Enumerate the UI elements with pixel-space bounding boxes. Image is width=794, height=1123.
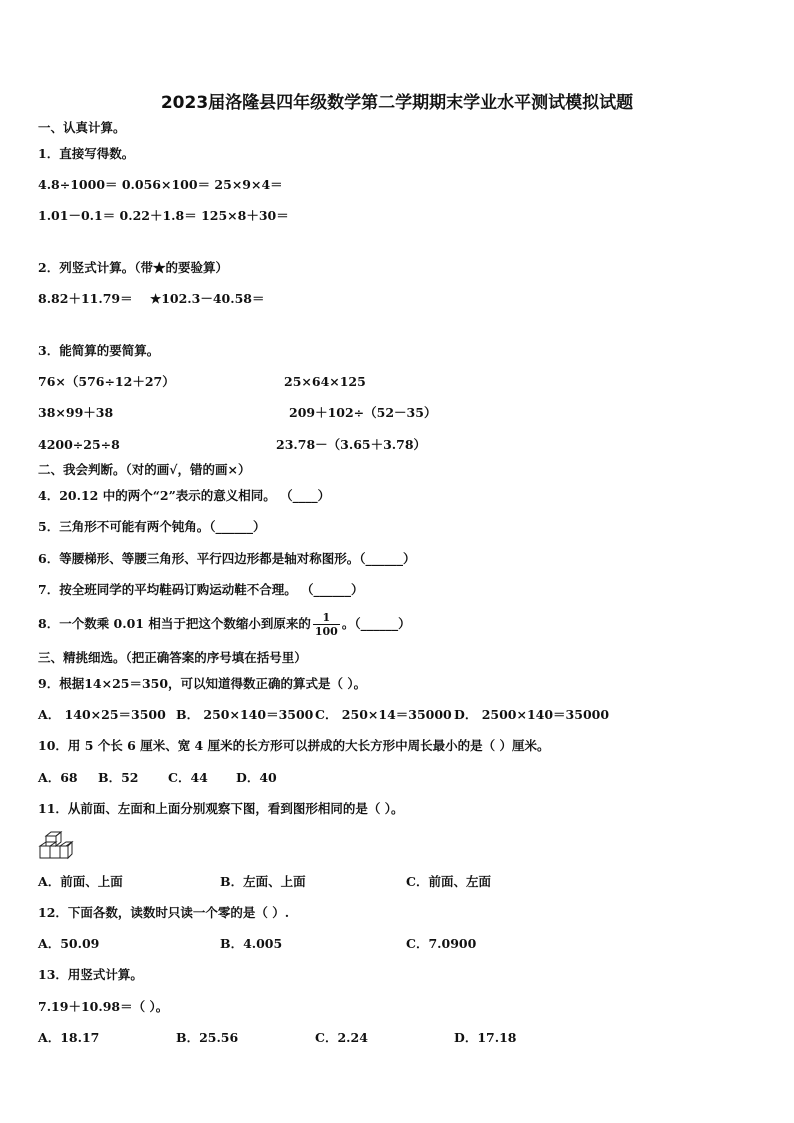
q11-option-a: A．前面、上面 (38, 874, 123, 889)
fraction-numerator: 1 (313, 611, 340, 625)
section-1-heading: 一、认真计算。 (38, 120, 126, 135)
q10-stem: 10．用 5 个长 6 厘米、宽 4 厘米的长方形可以拼成的大长方形中周长最小的是（ ）厘米。 (38, 738, 550, 753)
fraction-one-hundredth (313, 611, 340, 638)
q11-option-b: B．左面、上面 (220, 874, 306, 889)
fraction-denominator: 100 (314, 625, 338, 638)
q1-row-2: 1.01－0.1＝ 0.22＋1.8＝ 125×8＋30＝ (38, 208, 289, 223)
q9-option-b: B． 250×140＝3500 (176, 707, 314, 722)
q3-item-d: 209＋102÷（52－35） (289, 405, 437, 420)
q12-option-c: C．7.0900 (406, 936, 477, 951)
q12-option-a: A．50.09 (38, 936, 100, 951)
q10-option-c: C．44 (168, 770, 208, 785)
q12-option-b: B．4.005 (220, 936, 283, 951)
q3-item-f: 23.78－（3.65＋3.78） (276, 437, 427, 452)
q10-option-a: A．68 (38, 770, 78, 785)
q2-item-b: ★102.3－40.58＝ (150, 291, 265, 306)
q2-item-a: 8.82＋11.79＝ (38, 291, 133, 306)
q12-stem: 12．下面各数，读数时只读一个零的是（ ）. (38, 905, 290, 920)
q9-option-c: C． 250×14＝35000 (315, 707, 452, 722)
q3-label: 3．能简算的要简算。 (38, 343, 160, 358)
q3-item-b: 25×64×125 (284, 374, 366, 389)
q10-option-b: B．52 (98, 770, 139, 785)
q1-label: 1．直接写得数。 (38, 146, 135, 161)
q7: 7．按全班同学的平均鞋码订购运动鞋不合理。 （______） (38, 582, 364, 597)
q1-row-1: 4.8÷1000＝ 0.056×100＝ 25×9×4＝ (38, 177, 283, 192)
section-3-heading: 三、精挑细选。（把正确答案的序号填在括号里） (38, 650, 307, 665)
q11-option-c: C．前面、左面 (406, 874, 491, 889)
cube-stack-figure (38, 830, 78, 862)
q8 (38, 611, 411, 638)
q13-option-d: D．17.18 (454, 1030, 517, 1045)
q5: 5．三角形不可能有两个钝角。（______） (38, 519, 266, 534)
q13-option-a: A．18.17 (38, 1030, 100, 1045)
q4: 4．20.12 中的两个“2”表示的意义相同。 （____） (38, 488, 331, 503)
q9-stem: 9．根据14×25＝350，可以知道得数正确的算式是（ ）。 (38, 676, 367, 691)
q9-option-d: D． 2500×140＝35000 (454, 707, 610, 722)
q13-option-c: C．2.24 (315, 1030, 368, 1045)
page-title: 2023届洛隆县四年级数学第二学期期末学业水平测试模拟试题 (160, 93, 634, 113)
q2-label: 2．列竖式计算。（带★的要验算） (38, 260, 228, 275)
q3-item-a: 76×（576÷12＋27） (38, 374, 175, 389)
q13-stem: 13．用竖式计算。 (38, 967, 143, 982)
q10-option-d: D．40 (236, 770, 277, 785)
q9-option-a: A． 140×25＝3500 (38, 707, 166, 722)
q8-text: 8．一个数乘 0.01 相当于把这个数缩小到原来的 (38, 616, 311, 631)
q13-expression: 7.19＋10.98＝（ ）。 (38, 999, 169, 1014)
q3-item-c: 38×99＋38 (38, 405, 114, 420)
q11-stem: 11．从前面、左面和上面分别观察下图，看到图形相同的是（ ）。 (38, 801, 404, 816)
q8-tail: 。（______） (341, 616, 411, 631)
section-2-heading: 二、我会判断。（对的画√，错的画×） (38, 462, 251, 477)
q3-item-e: 4200÷25÷8 (38, 437, 120, 452)
q13-option-b: B．25.56 (176, 1030, 239, 1045)
q6: 6．等腰梯形、等腰三角形、平行四边形都是轴对称图形。（______） (38, 551, 416, 566)
